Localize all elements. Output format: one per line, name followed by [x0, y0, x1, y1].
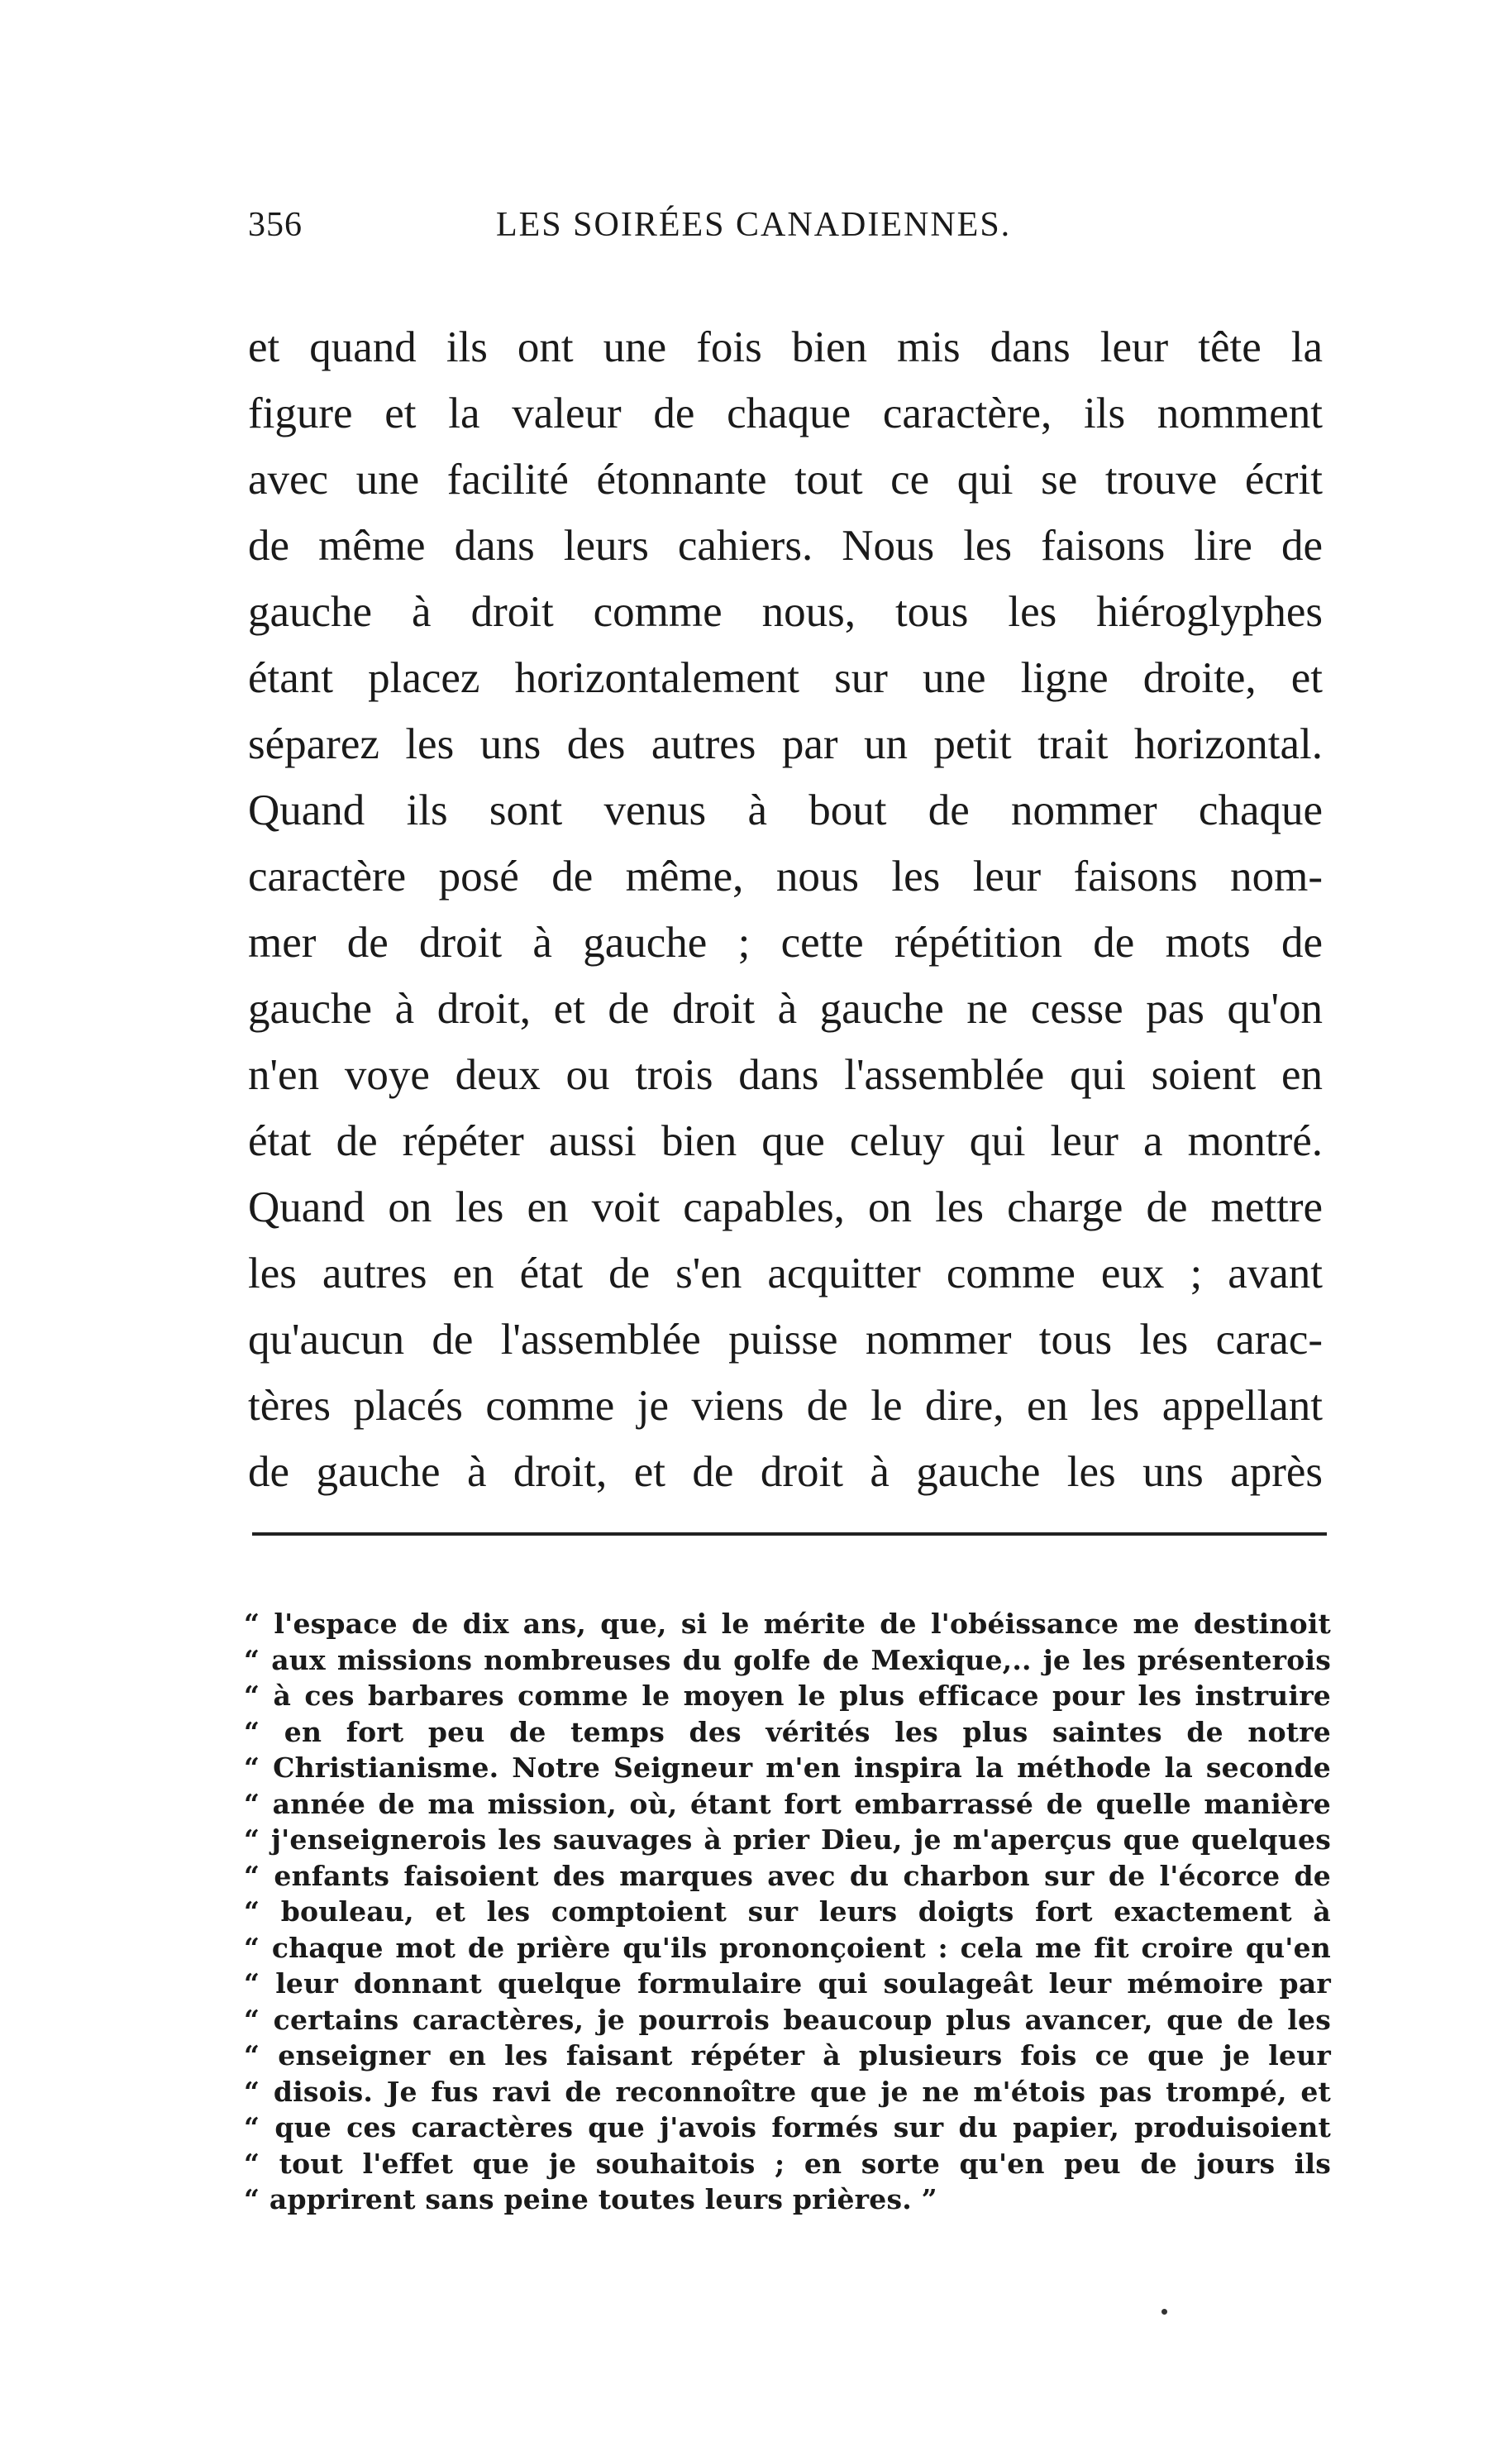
footnote-line: “ Christianisme. Notre Seigneur m'en inspira la méthode la seconde: [244, 1751, 1331, 1784]
body-line: Quand ils sont venus à bout de nommer chaque: [248, 786, 1323, 834]
footnote-divider: [252, 1532, 1327, 1536]
body-line: Quand on les en voit capables, on les charge de mettre: [248, 1183, 1323, 1231]
footnote-line: “ aux missions nombreuses du golfe de Mexique,.. je les présenterois: [244, 1643, 1331, 1676]
body-line: séparez les uns des autres par un petit trait horizontal.: [248, 720, 1323, 768]
footnote-line: “ que ces caractères que j'avois formés sur du papier, produisoient: [244, 2111, 1331, 2143]
body-line: tères placés comme je viens de le dire, en les appellant: [248, 1382, 1323, 1430]
footnote-line: “ j'enseignerois les sauvages à prier Dieu, je m'aperçus que quelques: [244, 1823, 1331, 1856]
footnote-line: “ disois. Je fus ravi de reconnoître que je ne m'étois pas trompé, et: [244, 2075, 1331, 2108]
footnote-line: “ année de ma mission, où, étant fort embarrassé de quelle manière: [244, 1787, 1331, 1820]
footnote-line: “ enfants faisoient des marques avec du charbon sur de l'écorce de: [244, 1859, 1331, 1892]
footnote-line: “ apprirent sans peine toutes leurs prières. ”: [244, 2183, 937, 2215]
body-line: gauche à droit comme nous, tous les hiéroglyphes: [248, 588, 1323, 636]
page-number: 356: [248, 206, 303, 244]
body-line: caractère posé de même, nous les leur faisons nom-: [248, 853, 1323, 901]
body-line: les autres en état de s'en acquitter comme eux ; avant: [248, 1250, 1323, 1297]
body-line: figure et la valeur de chaque caractère, ils nomment: [248, 389, 1323, 437]
body-line: n'en voye deux ou trois dans l'assemblée qui soient en: [248, 1051, 1323, 1099]
body-line: et quand ils ont une fois bien mis dans leur tête la: [248, 323, 1323, 371]
footnote-line: “ tout l'effet que je souhaitois ; en sorte qu'en peu de jours ils: [244, 2147, 1331, 2180]
body-line: de gauche à droit, et de droit à gauche les uns après: [248, 1448, 1323, 1496]
body-line: gauche à droit, et de droit à gauche ne cesse pas qu'on: [248, 985, 1323, 1033]
footnote-line: “ à ces barbares comme le moyen le plus efficace pour les instruire: [244, 1680, 1331, 1712]
body-line: étant placez horizontalement sur une ligne droite, et: [248, 654, 1323, 702]
running-head: LES SOIRÉES CANADIENNES.: [496, 206, 1012, 244]
footnote-line: “ en fort peu de temps des vérités les plus saintes de notre: [244, 1715, 1331, 1748]
footnote-line: “ enseigner en les faisant répéter à plusieurs fois ce que je leur: [244, 2039, 1331, 2072]
footnote: [244, 1606, 1331, 2218]
ink-speck: [1161, 2309, 1167, 2315]
footnote-line: “ l'espace de dix ans, que, si le mérite de l'obéissance me destinoit: [244, 1608, 1331, 1640]
body-line: qu'aucun de l'assemblée puisse nommer tous les carac-: [248, 1316, 1323, 1364]
footnote-line: “ chaque mot de prière qu'ils prononçoient : cela me fit croire qu'en: [244, 1931, 1331, 1964]
body-line: de même dans leurs cahiers. Nous les faisons lire de: [248, 522, 1323, 570]
body-line: avec une facilité étonnante tout ce qui se trouve écrit: [248, 456, 1323, 504]
body-line: mer de droit à gauche ; cette répétition de mots de: [248, 919, 1323, 967]
footnote-line: “ leur donnant quelque formulaire qui soulageât leur mémoire par: [244, 1967, 1331, 2000]
footnote-line: “ bouleau, et les comptoient sur leurs doigts fort exactement à: [244, 1895, 1331, 1928]
footnote-line: “ certains caractères, je pourrois beaucoup plus avancer, que de les: [244, 2003, 1331, 2036]
main-text: [248, 314, 1323, 1505]
page-header: [248, 205, 1356, 255]
body-line: état de répéter aussi bien que celuy qui leur a montré.: [248, 1117, 1323, 1165]
